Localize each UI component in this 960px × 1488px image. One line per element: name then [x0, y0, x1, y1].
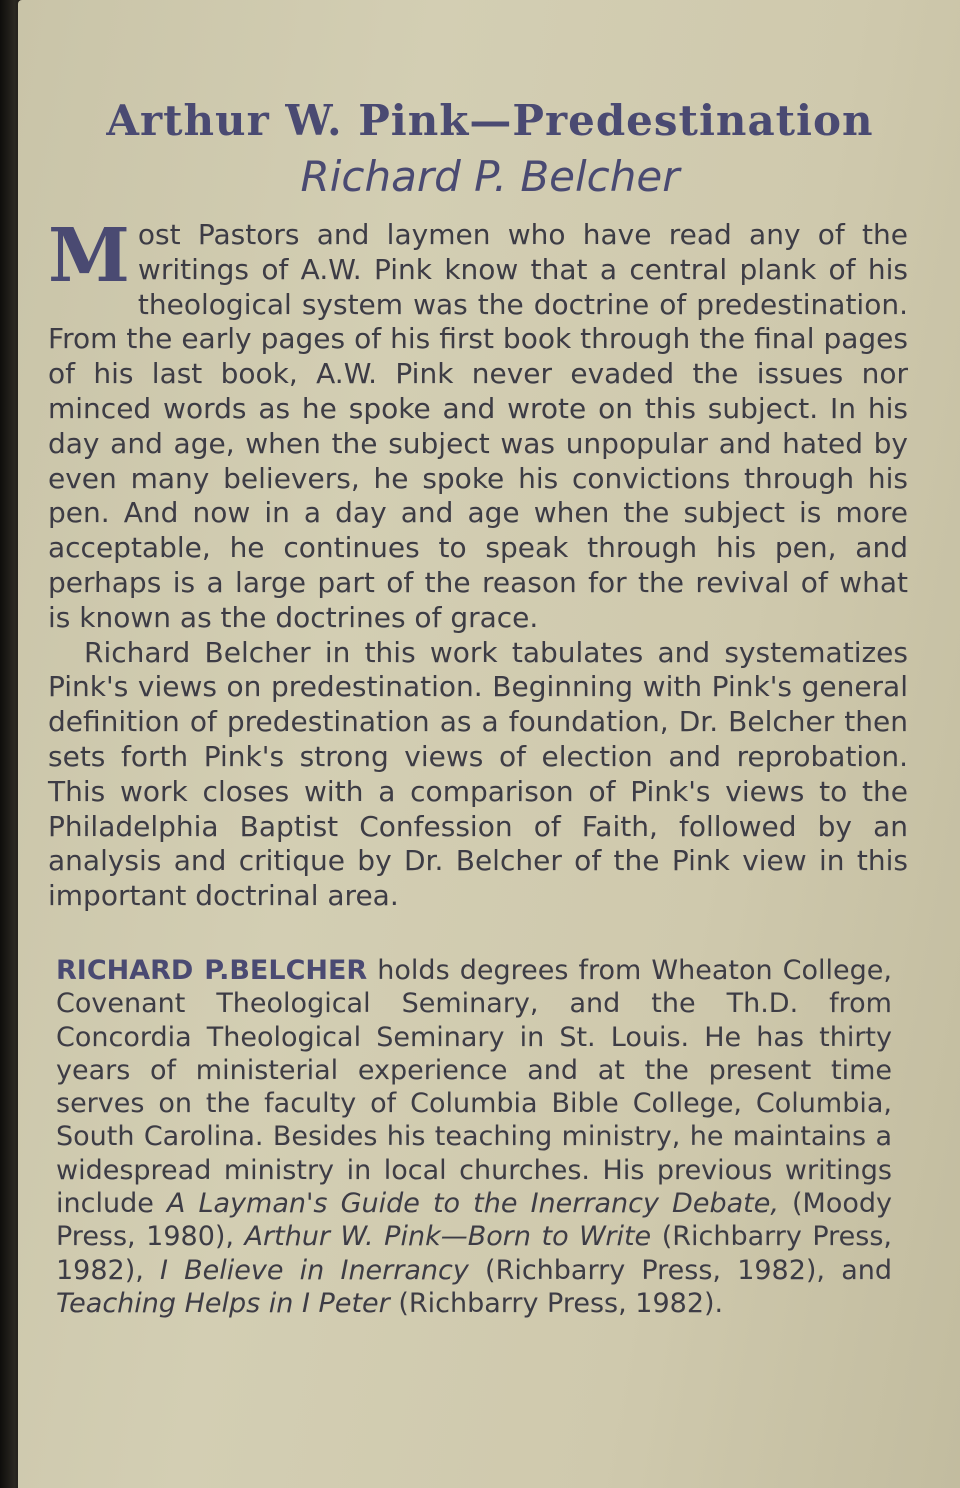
- blurb-paragraph-1: [48, 213, 908, 636]
- bio-book-title: A Layman's Guide to the Inerrancy Debate,: [166, 1188, 779, 1220]
- bio-text: (Richbarry Press, 1982).: [389, 1287, 724, 1319]
- bio-book-title: Arthur W. Pink—Born to Write: [244, 1221, 652, 1253]
- author-bio: [56, 954, 892, 1320]
- bio-text: (Richbarry Press, 1982),: [56, 1221, 893, 1286]
- bio-author-name: RICHARD P.BELCHER: [56, 955, 368, 986]
- bio-text: holds degrees from Wheaton College, Covenant Theological Seminary, and the Th.D. from Concordia Theological Seminary in St. Louis. He has thirty years of ministerial experience and at the present time serves on the faculty of Columbia Bible College, Columbia, South Carolina. Besides his teaching ministry, he maintains a widespread ministry in local churches. His previous writings include: [56, 955, 892, 1220]
- book-title: Arthur W. Pink—Predestination: [106, 96, 874, 145]
- book-back-cover: [18, 0, 960, 1488]
- book-author: Richard P. Belcher: [300, 152, 680, 201]
- bio-book-title: I Believe in Inerrancy: [160, 1254, 469, 1286]
- bio-text: (Moody Press, 1980),: [56, 1188, 893, 1253]
- blurb-paragraph-2: Richard Belcher in this work tabulates and systematizes Pink's views on predestination. Beginning with Pink's general definition of predestination as a foundation, Dr. Belcher then sets forth Pink's strong views of election and reprobation. This work closes with a comparison of Pink's views to the Philadelphia Baptist Confession of Faith, followed by an analysis and critique by Dr. Belcher of the Pink view in this important doctrinal area.: [48, 635, 908, 913]
- bio-book-title: Teaching Helps in I Peter: [56, 1287, 390, 1319]
- bio-text: (Richbarry Press, 1982), and: [468, 1254, 892, 1286]
- drop-cap: M: [48, 213, 130, 299]
- blurb-text: [48, 213, 908, 914]
- blurb-paragraph-1-text: ost Pastors and laymen who have read any of the writings of A.W. Pink know that a central plank of his theological system was the doctrine of predestination. From the early pages of his first book through the final pages of his last book, A.W. Pink never evaded the issues nor minced words as he spoke and wrote on this subject. In his day and age, when the subject was unpopular and hated by even many believers, he spoke his convictions through his pen. And now in a day and age when the subject is more acceptable, he continues to speak through his pen, and perhaps is a large part of the reason for the revival of what is known as the doctrines of grace.: [48, 218, 908, 634]
